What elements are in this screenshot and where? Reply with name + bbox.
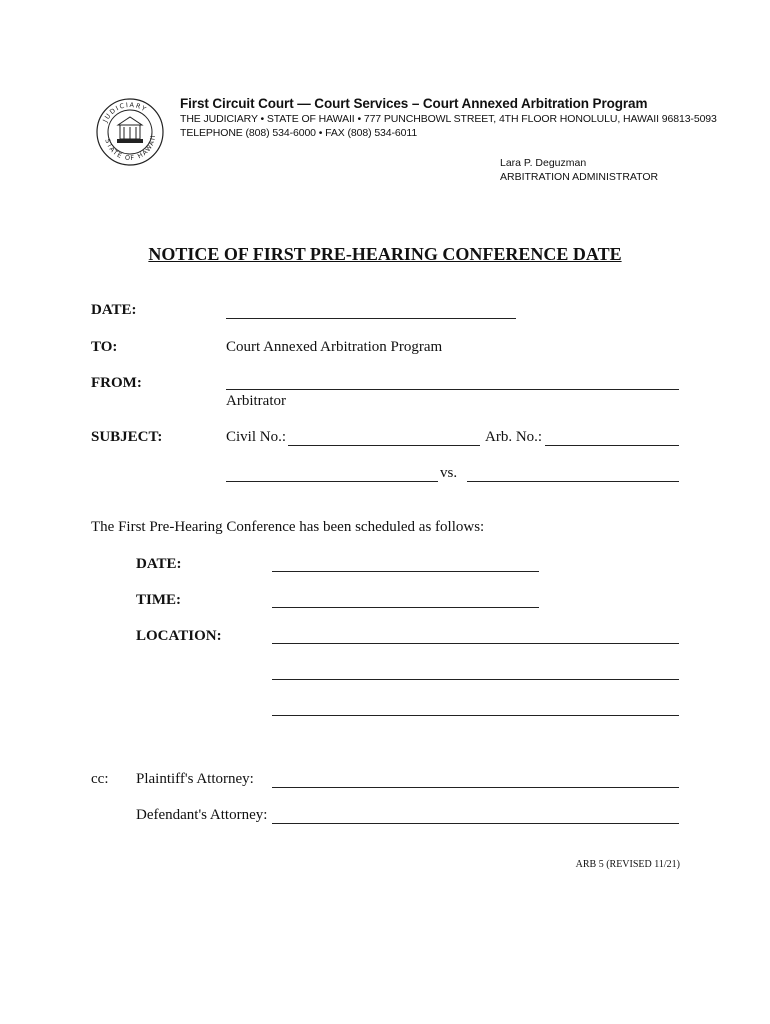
document-title: NOTICE OF FIRST PRE-HEARING CONFERENCE DATE [148,244,622,264]
date-label: DATE: [91,302,137,318]
administrator-name: Lara P. Deguzman [500,157,587,169]
plaintiff-attorney-field[interactable] [272,787,679,788]
defendant-attorney-label: Defendant's Attorney: [136,807,268,823]
arb-no-field[interactable] [545,445,679,446]
schedule-time-label: TIME: [136,592,181,608]
form-number: ARB 5 (REVISED 11/21) [575,859,680,870]
from-label: FROM: [91,375,142,391]
plaintiff-attorney-label: Plaintiff's Attorney: [136,771,254,787]
svg-text:JUDICIARY: JUDICIARY [101,100,149,124]
svg-text:STATE OF HAWAII: STATE OF HAWAII [103,134,158,163]
court-title: First Circuit Court — Court Services – Court Annexed Arbitration Program [180,96,648,111]
schedule-intro: The First Pre-Hearing Conference has been scheduled as follows: [91,519,485,535]
administrator-title: ARBITRATION ADMINISTRATOR [500,171,659,183]
party-one-field[interactable] [226,481,438,482]
schedule-date-label: DATE: [136,556,182,572]
schedule-date-field[interactable] [272,571,539,572]
defendant-attorney-field[interactable] [272,823,679,824]
subject-label: SUBJECT: [91,429,163,445]
judiciary-seal [95,97,165,167]
schedule-location-label: LOCATION: [136,628,222,644]
arbitrator-caption: Arbitrator [226,393,286,409]
location-field-line-1[interactable] [272,643,679,644]
cc-label: cc: [91,771,109,787]
location-field-line-2[interactable] [272,679,679,680]
schedule-time-field[interactable] [272,607,539,608]
civil-no-field[interactable] [288,445,480,446]
from-field[interactable] [226,389,679,390]
to-label: TO: [91,339,118,355]
court-address: THE JUDICIARY • STATE OF HAWAII • 777 PUNCHBOWL STREET, 4TH FLOOR HONOLULU, HAWAII 96813-5093 [180,113,717,125]
location-field-line-3[interactable] [272,715,679,716]
civil-no-label: Civil No.: [226,429,287,445]
arb-no-label: Arb. No.: [485,429,543,445]
to-value: Court Annexed Arbitration Program [226,339,443,355]
party-two-field[interactable] [467,481,679,482]
date-field[interactable] [226,318,516,319]
vs-label: vs. [440,465,458,481]
court-phone-fax: TELEPHONE (808) 534-6000 • FAX (808) 534-6011 [180,127,418,139]
